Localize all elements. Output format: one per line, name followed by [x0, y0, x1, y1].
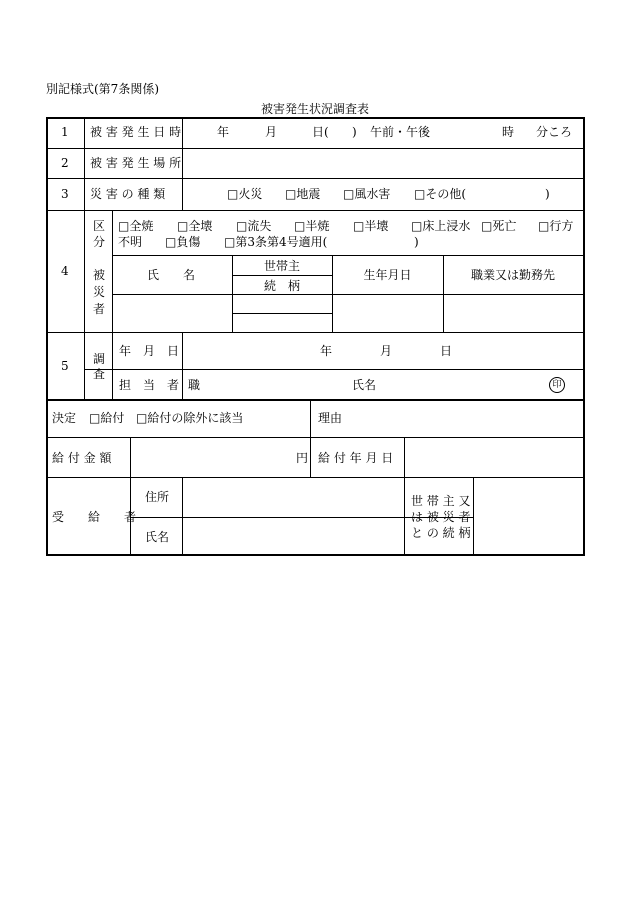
row1-month: 月 [265, 125, 278, 139]
staff-name-label: 氏名 [352, 378, 377, 392]
survey-date-label: 年 月 日 [119, 344, 180, 358]
decision-pay-checkbox[interactable]: □給付 [89, 411, 125, 425]
row3-number: 3 [61, 187, 69, 201]
row1-number: 1 [61, 125, 69, 139]
yen-label: 円 [296, 451, 309, 465]
kubun-missing-cont: 不明 [118, 235, 143, 249]
recipient-name-label: 氏名 [145, 530, 170, 544]
seal-icon: 印 [549, 377, 565, 393]
col-birthdate-header: 生年月日 [363, 268, 412, 282]
decision-exclude-checkbox[interactable]: □給付の除外に該当 [136, 411, 244, 425]
row1-year: 年 [217, 125, 230, 139]
row1-label: 被 害 発 生 日 時 [90, 125, 182, 139]
row2-label: 被 害 発 生 場 所 [90, 156, 182, 170]
relation-label-line3: と の 続 柄 [411, 526, 471, 540]
row5-number: 5 [61, 359, 69, 373]
kubun-flood-checkbox[interactable]: □床上浸水 [411, 219, 471, 233]
kubun-total-collapse-checkbox[interactable]: □全壊 [177, 219, 213, 233]
reason-label: 理由 [318, 411, 343, 425]
recipient-label: 受 給 者 [52, 510, 137, 524]
col-name-header: 氏 名 [147, 268, 196, 282]
chosa-label-2: 査 [93, 367, 106, 381]
kubun-label-1: 区 [93, 219, 106, 233]
row1-day: 日( [312, 125, 329, 139]
disaster-storm-checkbox[interactable]: □風水害 [343, 187, 391, 201]
row2-number: 2 [61, 156, 69, 170]
kubun-death-checkbox[interactable]: □死亡 [481, 219, 517, 233]
kubun-total-burn-checkbox[interactable]: □全焼 [118, 219, 154, 233]
relation-label-line1: 世 帯 主 又 [411, 494, 471, 508]
chosa-label-1: 調 [93, 352, 106, 366]
relation-label-line2: は 被 災 者 [411, 510, 471, 524]
col-occupation-header: 職業又は勤務先 [470, 268, 555, 282]
disaster-earthquake-checkbox[interactable]: □地震 [285, 187, 321, 201]
kubun-washed-away-checkbox[interactable]: □流失 [236, 219, 272, 233]
survey-month: 月 [380, 344, 393, 358]
staff-position-label: 職 [188, 378, 201, 392]
col-householder-header: 世帯主 [263, 259, 300, 273]
kubun-missing-checkbox[interactable]: □行方 [538, 219, 574, 233]
kubun-injury-checkbox[interactable]: □負傷 [165, 235, 201, 249]
kubun-article3-checkbox[interactable]: □第3条第4号適用( [224, 235, 328, 249]
form-title: 被害発生状況調査表 [260, 102, 369, 116]
hisaisha-label-2: 災 [93, 285, 106, 299]
kubun-half-burn-checkbox[interactable]: □半焼 [294, 219, 330, 233]
recipient-address-label: 住所 [145, 490, 170, 504]
kubun-label-2: 分 [93, 235, 106, 249]
col-relation-header: 続 柄 [263, 279, 300, 293]
staff-label: 担 当 者 [119, 378, 180, 392]
survey-year: 年 [320, 344, 333, 358]
row1-ampm: 午前・午後 [370, 125, 431, 139]
payment-date-label: 給 付 年 月 日 [318, 451, 394, 465]
row1-paren-close: ) [352, 125, 357, 139]
row3-label: 災 害 の 種 類 [90, 187, 166, 201]
disaster-other-close: ) [545, 187, 550, 201]
kubun-article3-close: ) [414, 235, 419, 249]
row1-hour: 時 [502, 125, 515, 139]
row4-number: 4 [61, 264, 69, 278]
row1-minute: 分ころ [536, 125, 573, 139]
hisaisha-label-1: 被 [93, 268, 106, 282]
payment-amount-label: 給 付 金 額 [52, 451, 112, 465]
decision-label: 決定 [52, 411, 77, 425]
disaster-fire-checkbox[interactable]: □火災 [227, 187, 263, 201]
kubun-half-collapse-checkbox[interactable]: □半壊 [353, 219, 389, 233]
disaster-other-checkbox[interactable]: □その他( [414, 187, 467, 201]
survey-day: 日 [440, 344, 453, 358]
hisaisha-label-3: 者 [93, 302, 106, 316]
form-caption: 別記様式(第7条関係) [46, 82, 159, 96]
